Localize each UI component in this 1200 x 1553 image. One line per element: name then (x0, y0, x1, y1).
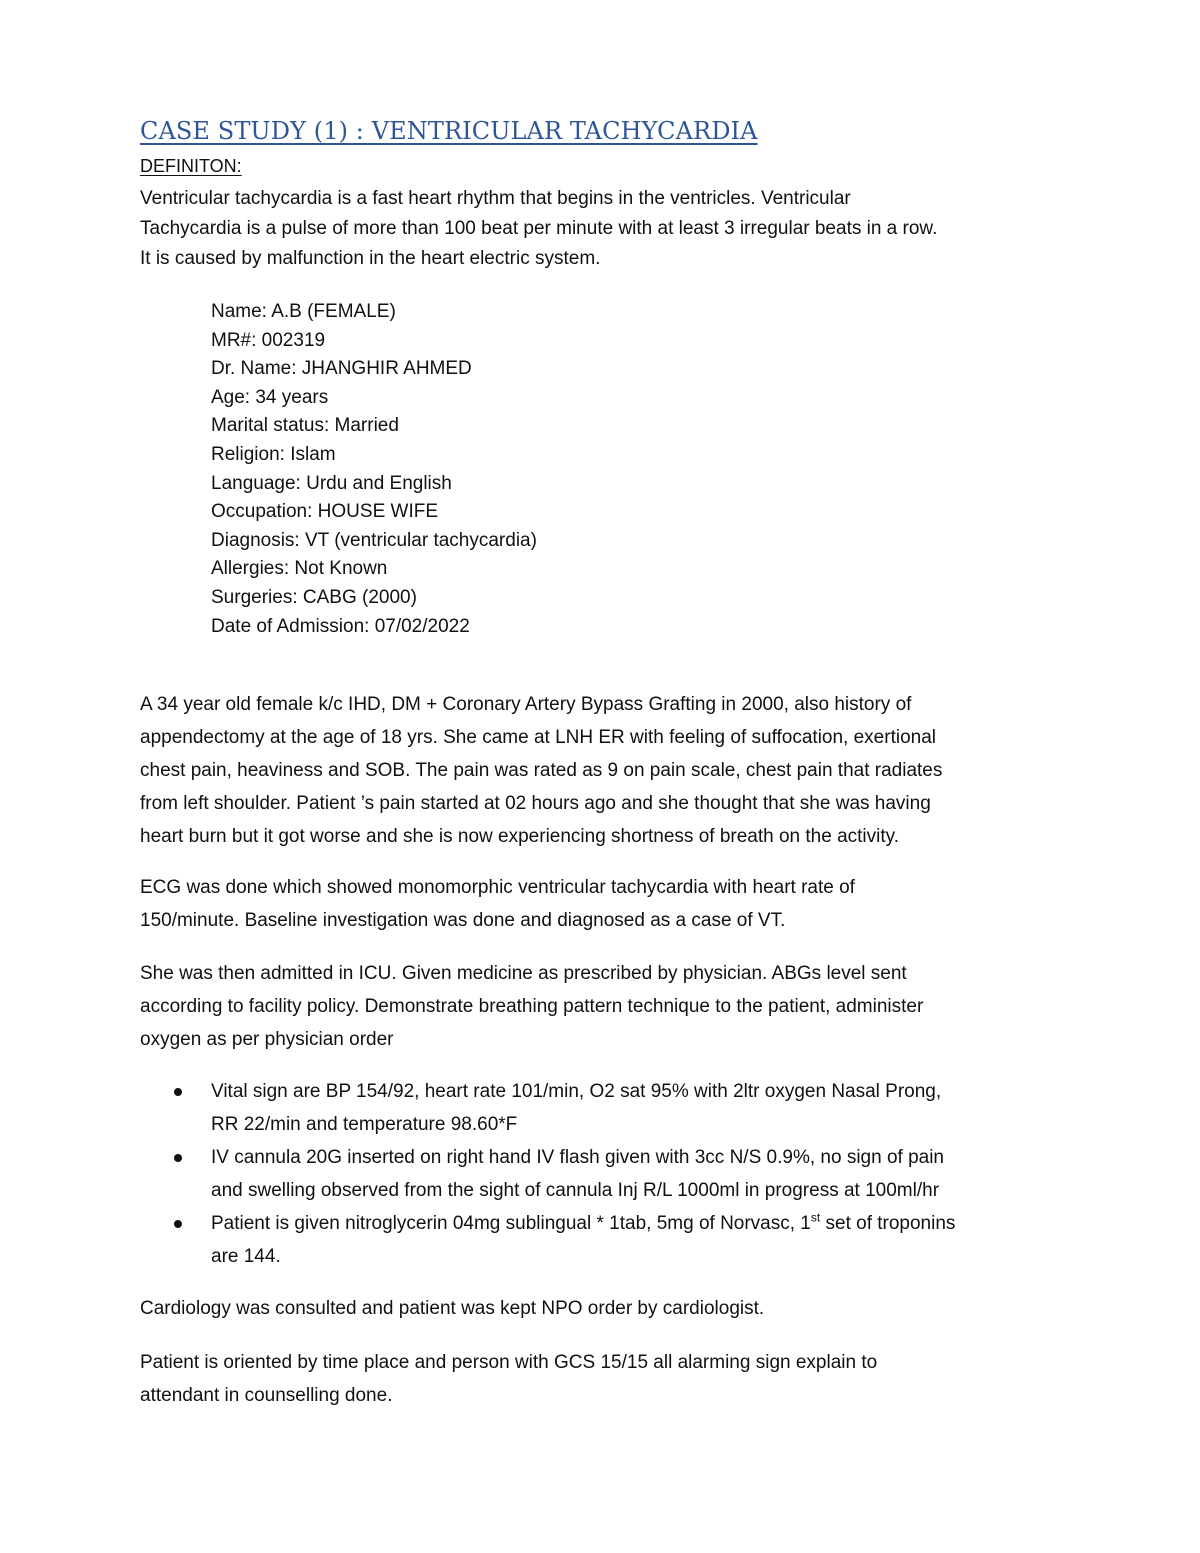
paragraph-line: attendant in counselling done. (140, 1385, 393, 1406)
occupation: Occupation: HOUSE WIFE (211, 501, 439, 523)
paragraph-line: appendectomy at the age of 18 yrs. She came at LNH ER with feeling of suffocation, exertional (140, 727, 936, 748)
patient-age: Age: 34 years (211, 386, 329, 408)
marital-status: Marital status: Married (211, 415, 399, 437)
bullet-icon (174, 1088, 182, 1096)
bullet-icon (174, 1154, 182, 1162)
oriented-paragraph (140, 1346, 1070, 1412)
medication-text: Patient is given nitroglycerin 04mg sublingual * 1tab, 5mg of Norvasc, 1 (211, 1213, 811, 1234)
icu-paragraph (140, 957, 1070, 1056)
definition-line: Tachycardia is a pulse of more than 100 beat per minute with at least 3 irregular beats in a row. (140, 218, 938, 239)
paragraph-line: oxygen as per physician order (140, 1029, 394, 1050)
paragraph-line: A 34 year old female k/c IHD, DM + Coronary Artery Bypass Grafting in 2000, also history of (140, 694, 912, 715)
paragraph-line: according to facility policy. Demonstrate breathing pattern technique to the patient, administer (140, 996, 924, 1017)
doctor-name: Dr. Name: JHANGHIR AHMED (211, 358, 472, 380)
paragraph-line: She was then admitted in ICU. Given medicine as prescribed by physician. ABGs level sent (140, 963, 907, 984)
bullet-line: are 144. (211, 1246, 281, 1267)
patient-info-block (211, 298, 537, 641)
bullet-icon (174, 1220, 182, 1228)
language: Language: Urdu and English (211, 472, 452, 494)
patient-mr-number: MR#: 002319 (211, 329, 326, 351)
patient-name: Name: A.B (FEMALE) (211, 301, 396, 322)
case-study-title: CASE STUDY (1) : VENTRICULAR TACHYCARDIA (140, 117, 758, 145)
paragraph-line: from left shoulder. Patient ’s pain started at 02 hours ago and she thought that she was having (140, 793, 931, 814)
cardiology-paragraph (140, 1292, 1070, 1325)
admission-date: Date of Admission: 07/02/2022 (211, 615, 470, 637)
definition-text (140, 184, 1080, 274)
bullet-line: IV cannula 20G inserted on right hand IV flash given with 3cc N/S 0.9%, no sign of pain (211, 1147, 944, 1168)
allergies: Allergies: Not Known (211, 558, 388, 580)
religion: Religion: Islam (211, 443, 336, 465)
bullet-line: RR 22/min and temperature 98.60*F (211, 1114, 518, 1135)
paragraph-line: Patient is oriented by time place and person with GCS 15/15 all alarming sign explain to (140, 1352, 878, 1373)
medication-text-cont: set of troponins (820, 1213, 956, 1234)
paragraph-line: heart burn but it got worse and she is now experiencing shortness of breath on the activity. (140, 826, 900, 847)
bullet-vital-signs (140, 1075, 1080, 1141)
ecg-paragraph (140, 871, 1070, 937)
bullet-medication (140, 1207, 1080, 1273)
surgeries: Surgeries: CABG (2000) (211, 586, 417, 608)
paragraph-line: 150/minute. Baseline investigation was done and diagnosed as a case of VT. (140, 910, 786, 931)
definition-label: DEFINITON: (140, 156, 242, 176)
ordinal-suffix: st (810, 1210, 821, 1225)
diagnosis: Diagnosis: VT (ventricular tachycardia) (211, 529, 537, 551)
findings-bullet-list (140, 1075, 1080, 1273)
paragraph-line: ECG was done which showed monomorphic ventricular tachycardia with heart rate of (140, 877, 855, 898)
history-paragraph (140, 688, 1070, 853)
bullet-line (211, 1207, 1080, 1240)
definition-line: Ventricular tachycardia is a fast heart rhythm that begins in the ventricles. Ventricular (140, 188, 851, 209)
bullet-line: Vital sign are BP 154/92, heart rate 101/min, O2 sat 95% with 2ltr oxygen Nasal Prong, (211, 1081, 942, 1102)
definition-line: It is caused by malfunction in the heart electric system. (140, 248, 601, 269)
paragraph-line: chest pain, heaviness and SOB. The pain was rated as 9 on pain scale, chest pain that radiates (140, 760, 943, 781)
bullet-iv-cannula (140, 1141, 1080, 1207)
bullet-line: and swelling observed from the sight of cannula Inj R/L 1000ml in progress at 100ml/hr (211, 1180, 940, 1201)
paragraph-line: Cardiology was consulted and patient was kept NPO order by cardiologist. (140, 1298, 765, 1319)
